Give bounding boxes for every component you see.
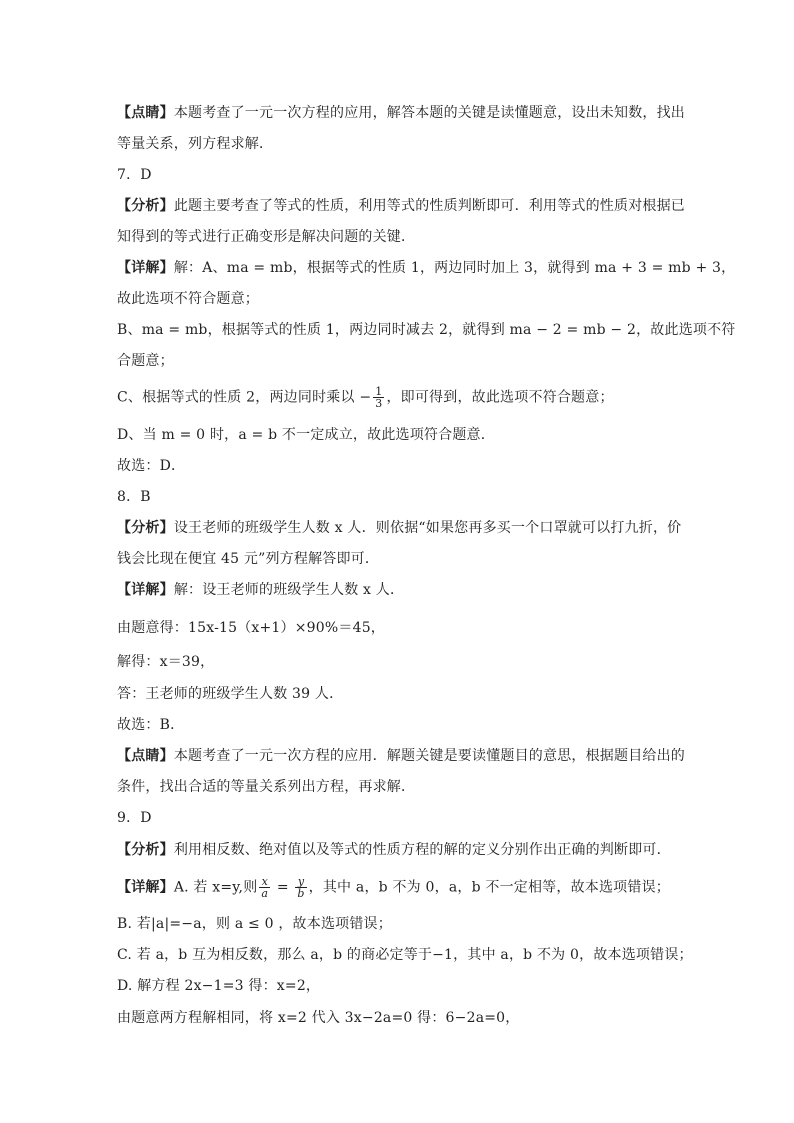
line-20: 故选：B． bbox=[117, 717, 185, 733]
tag-dianjing: 【点睛】 bbox=[117, 748, 174, 764]
line-11: D、当 m = 0 时，a = b 不一定成立，故此选项符合题意． bbox=[117, 427, 495, 443]
line-19: 答：王老师的班级学生人数 39 人． bbox=[117, 686, 344, 702]
line-29: 由题意两方程解相同，将 x=2 代入 3x−2a=0 得：6−2a=0， bbox=[117, 1010, 520, 1026]
line-10: C、根据等式的性质 2，两边同时乘以 − $\frac{1}{3}$ ，即可得到，故此选项不符合题意； bbox=[117, 385, 614, 410]
line-12: 故选：D． bbox=[117, 458, 186, 474]
line-2: 等量关系，列方程求解． bbox=[117, 136, 274, 152]
line-4: 【分析】此题主要考查了等式的性质，利用等式的性质判断即可．利用等式的性质对根据已 bbox=[117, 198, 686, 214]
tag-fenxi: 【分析】 bbox=[117, 842, 174, 858]
line-6: 【详解】解：A、ma = mb，根据等式的性质 1，两边同时加上 3，就得到 ma + 3 = mb + 3， bbox=[117, 260, 736, 276]
line-7: 故此选项不符合题意； bbox=[117, 291, 259, 307]
line-1: 【点睛】本题考查了一元一次方程的应用，解答本题的关键是读懂题意，设出未知数，找出 bbox=[117, 105, 686, 121]
tag-fenxi: 【分析】 bbox=[117, 198, 174, 214]
line-16: 【详解】解：设王老师的班级学生人数 x 人． bbox=[117, 582, 405, 598]
tag-xiangjie: 【详解】 bbox=[117, 260, 174, 276]
line-15: 钱会比现在便宜 45 元”列方程解答即可． bbox=[117, 551, 380, 567]
tag-fenxi: 【分析】 bbox=[117, 520, 174, 536]
line-14: 【分析】设王老师的班级学生人数 x 人．则依据“如果您再多买一个口罩就可以打九折，价 bbox=[117, 520, 682, 536]
line-21: 【点睛】本题考查了一元一次方程的应用．解题关键是要读懂题目的意思，根据题目给出的 bbox=[117, 748, 686, 764]
line-8: B、ma = mb，根据等式的性质 1，两边同时减去 2，就得到 ma − 2 = mb − 2，故此选项不符 bbox=[117, 322, 736, 338]
tag-xiangjie: 【详解】 bbox=[117, 582, 174, 598]
answer-7: 7．D bbox=[117, 167, 152, 183]
line-25: 【详解】A. 若 x=y,则 $\frac{x}{a}$ = $\frac{y}{b}$ ，其中 a，b 不为 0，a，b 不一定相等，故本选项错误； bbox=[117, 875, 670, 900]
line-24: 【分析】利用相反数、绝对值以及等式的性质方程的解的定义分别作出正确的判断即可． bbox=[117, 842, 671, 858]
line-5: 知得到的等式进行正确变形是解决问题的关键． bbox=[117, 229, 416, 245]
line-26: B. 若|a|=−a，则 a ≤ 0 ，故本选项错误； bbox=[117, 916, 392, 932]
line-27: C. 若 a，b 互为相反数，那么 a，b 的商必定等于−1，其中 a，b 不为 0，故本选项错误； bbox=[117, 947, 693, 963]
answer-8: 8．B bbox=[117, 489, 151, 505]
line-18: 解得：x＝39， bbox=[117, 654, 215, 670]
line-17: 由题意得：15x-15（x+1）×90%＝45， bbox=[117, 620, 386, 636]
line-22: 条件，找出合适的等量关系列出方程，再求解． bbox=[117, 779, 416, 795]
fraction-x-over-a: $\frac{x}{a}$ bbox=[261, 875, 269, 900]
fraction-y-over-b: $\frac{y}{b}$ bbox=[297, 875, 305, 900]
answer-9: 9．D bbox=[117, 810, 152, 826]
line-28: D. 解方程 2x−1=3 得：x=2， bbox=[117, 978, 321, 994]
line-9: 合题意； bbox=[117, 353, 174, 369]
tag-xiangjie: 【详解】 bbox=[117, 879, 174, 896]
tag-dianjing: 【点睛】 bbox=[117, 105, 174, 121]
fraction-one-third: $\frac{1}{3}$ bbox=[375, 385, 383, 410]
